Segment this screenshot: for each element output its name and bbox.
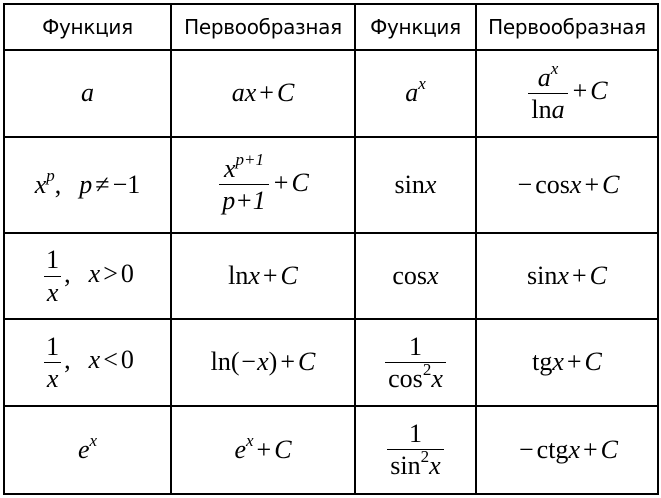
header-antiderivative-2: Первообразная <box>476 4 658 50</box>
antiderivative-cell <box>476 406 658 494</box>
formula: ln(−x) + C <box>210 347 316 377</box>
antiderivative-cell <box>171 137 355 233</box>
function-cell <box>355 233 476 319</box>
formula: − cosx + C <box>517 169 620 199</box>
antiderivative-cell <box>476 233 658 319</box>
fraction: $\frac{1}{x}$ <box>43 246 62 306</box>
function-cell <box>355 319 476 405</box>
antiderivative-cell <box>171 233 355 319</box>
table-row <box>4 50 658 136</box>
function-cell <box>355 406 476 494</box>
header-function-1: Функция <box>4 4 171 50</box>
table-header-row <box>4 4 658 50</box>
formula: − ctgx + C <box>519 434 618 464</box>
function-cell <box>355 50 476 136</box>
function-cell <box>4 233 171 319</box>
antiderivative-cell <box>171 50 355 136</box>
antiderivative-table <box>3 3 659 495</box>
header-antiderivative-1: Первообразная <box>171 4 355 50</box>
table-row <box>4 233 658 319</box>
formula: sinx + C <box>527 261 607 291</box>
fraction: $\frac{x^{p+1}}{p+1}$ <box>219 155 269 215</box>
antiderivative-cell <box>171 319 355 405</box>
fraction: $\frac{1}{x}$ <box>43 333 62 393</box>
formula: cosx <box>392 261 439 291</box>
fraction: $\frac{a^x}{\ln a}$ <box>528 64 567 124</box>
constant-a: a <box>81 78 94 108</box>
antiderivative-cell <box>476 50 658 136</box>
antiderivative-cell <box>476 137 658 233</box>
formula: $e^x + C$ <box>234 430 292 464</box>
formula: $a^x$ <box>405 74 426 108</box>
antiderivative-cell <box>171 406 355 494</box>
formula: ax + C <box>231 78 295 108</box>
fraction: $\frac{1}{\cos^2x}$ <box>385 333 446 393</box>
antiderivative-cell <box>476 319 658 405</box>
function-cell <box>4 50 171 136</box>
formula: $\frac{x^{p+1}}{p+1}$ + C <box>217 168 309 197</box>
fraction: $\frac{1}{\sin^2x}$ <box>387 420 443 480</box>
formula: $\frac{1}{x}$ , x < 0 <box>41 345 134 374</box>
header-function-2: Функция <box>355 4 476 50</box>
formula: $x^p$, p ≠ −1 <box>34 165 141 199</box>
formula: $\frac{1}{x}$ , x > 0 <box>41 259 134 288</box>
table-row <box>4 137 658 233</box>
formula: lnx + C <box>228 261 298 291</box>
formula: $e^x$ <box>77 430 98 464</box>
formula <box>385 419 445 481</box>
formula: sinx <box>394 169 437 199</box>
formula: tgx + C <box>532 347 602 377</box>
function-cell <box>4 137 171 233</box>
table-row <box>4 319 658 405</box>
formula <box>383 331 448 393</box>
formula: $\frac{a^x}{\ln a}$ + C <box>526 76 607 105</box>
function-cell <box>4 406 171 494</box>
function-cell <box>355 137 476 233</box>
table-row <box>4 406 658 494</box>
function-cell <box>4 319 171 405</box>
